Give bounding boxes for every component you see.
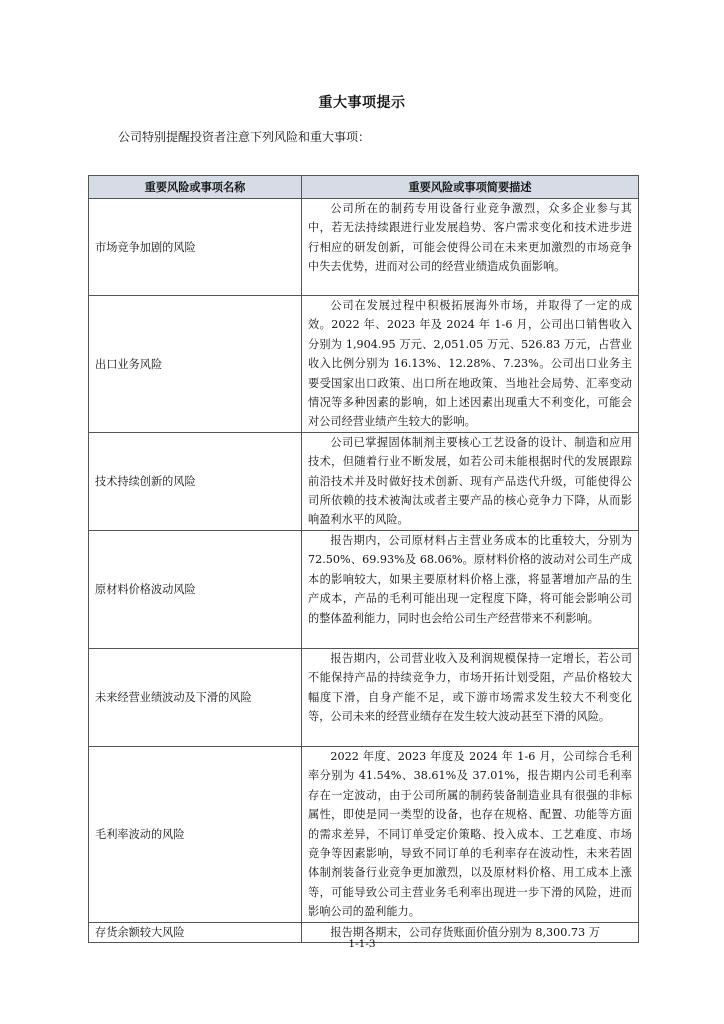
header-risk-name: 重要风险或事项名称	[89, 176, 302, 199]
table-row	[89, 746, 639, 922]
header-risk-description: 重要风险或事项简要描述	[302, 176, 639, 199]
risk-name: 出口业务风险	[89, 296, 302, 433]
risk-name: 存货余额较大风险	[89, 922, 302, 942]
risk-name: 原材料价格波动风险	[89, 530, 302, 648]
risk-name: 市场竞争加剧的风险	[89, 199, 302, 296]
table-row	[89, 530, 639, 648]
risk-name: 未来经营业绩波动及下滑的风险	[89, 648, 302, 746]
table-header-row	[89, 176, 639, 199]
risk-description: 公司已掌握固体制剂主要核心工艺设备的设计、制造和应用技术，但随着行业不断发展，如若公司未能根据时代的发展跟踪前沿技术并及时做好技术创新、现有产品迭代升级，可能使得公司所依赖的技术被淘汰或者主要产品的核心竞争力下降，从而影响盈利水平的风险。	[302, 432, 639, 530]
table-row	[89, 199, 639, 296]
risk-description: 2022 年度、2023 年度及 2024 年 1-6 月，公司综合毛利率分别为 41.54%、38.61%及 37.01%，报告期内公司毛利率存在一定波动，由于公司所属的制药装备制造业具有很强的非标属性，即使是同一类型的设备，也存在规格、配置、功能等方面的需求差异，不同订单受定价策略、投入成本、工艺难度、市场竞争等因素影响，导致不同订单的毛利率存在波动性，未来若固体制剂装备行业竞争更加激烈，以及原材料价格、用工成本上涨等，可能导致公司主营业务毛利率出现进一步下滑的风险，进而影响公司的盈利能力。	[302, 746, 639, 922]
intro-text: 公司特别提醒投资者注意下列风险和重大事项：	[118, 130, 371, 144]
risk-name: 技术持续创新的风险	[89, 432, 302, 530]
risk-description: 公司在发展过程中积极拓展海外市场，并取得了一定的成效。2022 年、2023 年及 2024 年 1-6 月，公司出口销售收入分别为 1,904.95 万元、2,051.05 万元、526.83 万元，占营业收入比例分别为 16.13%、12.28%、7.23%。公司出口业务主要受国家出口政策、出口所在地政策、当地社会局势、汇率变动情况等多种因素的影响，如上述因素出现重大不利变化，可能会对公司经营业绩产生较大的影响。	[302, 296, 639, 433]
table-row	[89, 296, 639, 433]
page-title: 重大事项提示	[318, 95, 406, 111]
risk-table	[88, 175, 639, 943]
risk-description: 报告期各期末，公司存货账面价值分别为 8,300.73 万	[302, 922, 639, 942]
risk-description: 报告期内，公司营业收入及利润规模保持一定增长，若公司不能保持产品的持续竞争力，市场开拓计划受阻，产品价格较大幅度下滑，自身产能不足，或下游市场需求发生较大不利变化等，公司未来的经营业绩存在发生较大波动甚至下滑的风险。	[302, 648, 639, 746]
risk-name: 毛利率波动的风险	[89, 746, 302, 922]
table-row	[89, 648, 639, 746]
risk-description: 公司所在的制药专用设备行业竞争激烈，众多企业参与其中，若无法持续跟进行业发展趋势、客户需求变化和技术进步进行相应的研发创新，可能会使得公司在未来更加激烈的市场竞争中失去优势，进而对公司的经营业绩造成负面影响。	[302, 199, 639, 296]
risk-description: 报告期内，公司原材料占主营业务成本的比重较大，分别为 72.50%、69.93%及 68.06%。原材料价格的波动对公司生产成本的影响较大，如果主要原材料价格上涨，将显著增加产品的生产成本，产品的毛利可能出现一定程度下降，将可能会影响公司的整体盈利能力，同时也会给公司生产经营带来不利影响。	[302, 530, 639, 648]
page-number: 1-1-3	[348, 938, 376, 950]
table-row	[89, 432, 639, 530]
